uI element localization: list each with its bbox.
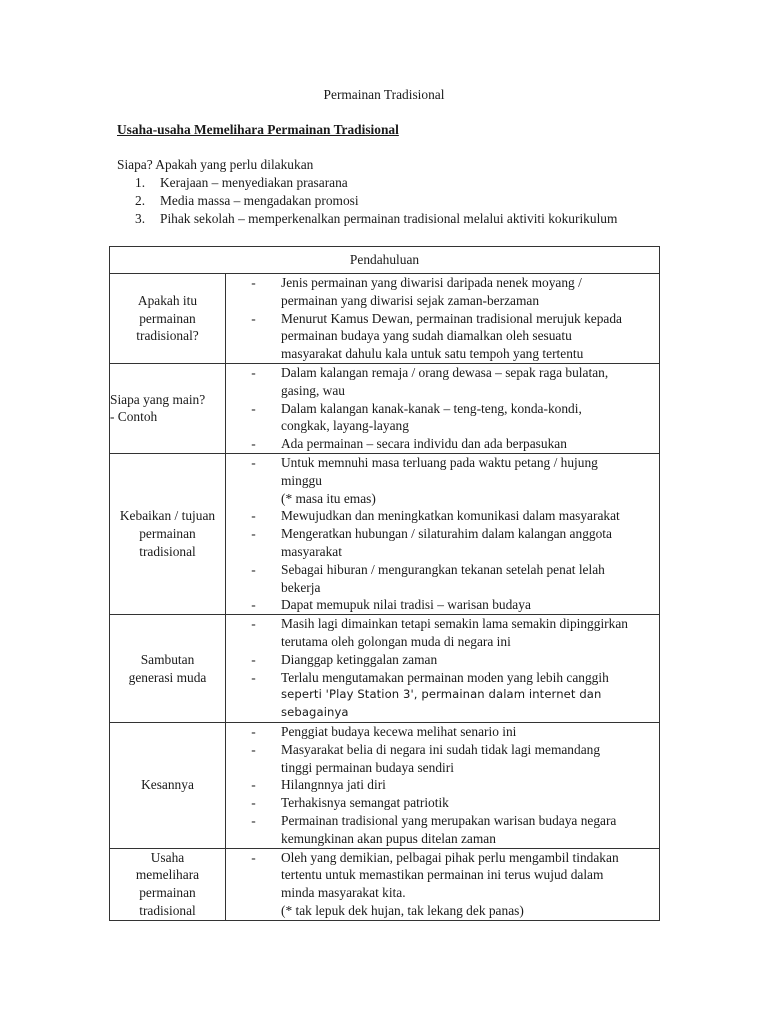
- list-number: 3.: [135, 210, 146, 226]
- bullet-item: [226, 849, 659, 920]
- intro-list-item: [135, 174, 617, 192]
- row-label: [110, 848, 226, 920]
- list-text: Pihak sekolah – memperkenalkan permainan tradisional melalui aktiviti kokurikulum: [160, 210, 618, 226]
- bullet-line: congkak, layang-layang: [281, 418, 409, 434]
- bullet-item: [226, 561, 659, 597]
- bullet-line: tertentu untuk memastikan permainan ini terus wujud dalam: [281, 867, 604, 883]
- bullet-item: [226, 525, 659, 561]
- row-label: [110, 722, 226, 848]
- bullet-line: Dapat memupuk nilai tradisi – warisan budaya: [281, 597, 531, 613]
- bullet-line: permainan budaya yang sudah diamalkan oleh sesuatu: [281, 328, 572, 344]
- label-line: - Contoh: [110, 409, 158, 425]
- label-line: Sambutan: [140, 651, 195, 667]
- label-line: permainan: [139, 526, 196, 542]
- bullet-line: Masih lagi dimainkan tetapi semakin lama semakin dipinggirkan: [281, 616, 628, 632]
- dash-marker: -: [251, 400, 256, 416]
- bullet-line: Hilangnnya jati diri: [281, 777, 386, 793]
- dash-marker: -: [251, 526, 256, 542]
- bullet-list: [226, 615, 659, 722]
- bullet-line: Masyarakat belia di negara ini sudah tidak lagi memandang: [281, 741, 601, 757]
- label-line: Apakah itu: [137, 292, 198, 308]
- bullet-line: (* tak lepuk dek hujan, tak lekang dek panas): [281, 902, 524, 918]
- list-text: Kerajaan – menyediakan prasarana: [160, 175, 348, 190]
- bullet-line: (* masa itu emas): [281, 490, 376, 506]
- bullet-line: Terlalu mengutamakan permainan moden yang lebih canggih: [281, 669, 609, 685]
- dash-marker: -: [251, 597, 256, 613]
- row-content: [226, 722, 660, 848]
- table-row: [110, 848, 660, 920]
- table-header: Pendahuluan: [110, 247, 660, 274]
- bullet-item: [226, 794, 659, 812]
- row-label: [110, 615, 226, 723]
- intro-list: [135, 174, 617, 227]
- row-content: [226, 274, 660, 364]
- table-row: [110, 363, 660, 453]
- list-number: 1.: [135, 175, 146, 190]
- label-line: Siapa yang main?: [110, 391, 206, 407]
- label-line: Kesannya: [141, 777, 194, 793]
- bullet-line: permainan yang diwarisi sejak zaman-berzaman: [281, 292, 540, 308]
- bullet-item: [226, 400, 659, 436]
- intro-question: Siapa? Apakah yang perlu dilakukan: [117, 157, 314, 172]
- label-line: Kebaikan / tujuan: [119, 508, 216, 524]
- bullet-item: [226, 596, 659, 614]
- bullet-line: Oleh yang demikian, pelbagai pihak perlu mengambil tindakan: [281, 849, 619, 865]
- table-header-row: [110, 247, 660, 274]
- label-line: permainan: [139, 310, 196, 326]
- bullet-line: minda masyarakat kita.: [281, 885, 406, 901]
- bullet-line: tinggi permainan budaya sendiri: [281, 759, 454, 775]
- row-content: [226, 363, 660, 453]
- label-line: memelihara: [135, 867, 200, 883]
- bullet-item: [226, 435, 659, 453]
- bullet-line: masyarakat: [281, 543, 342, 559]
- bullet-item: [226, 310, 659, 363]
- dash-marker: -: [251, 795, 256, 811]
- row-label: [110, 274, 226, 364]
- dash-marker: -: [251, 310, 256, 326]
- pendahuluan-table: [109, 246, 660, 921]
- dash-marker: -: [251, 669, 256, 685]
- label-line: generasi muda: [128, 669, 207, 685]
- bullet-item: [226, 776, 659, 794]
- dash-marker: -: [251, 508, 256, 524]
- bullet-line: Menurut Kamus Dewan, permainan tradisional merujuk kepada: [281, 310, 622, 326]
- bullet-list: [226, 454, 659, 614]
- label-line: tradisional?: [136, 328, 199, 344]
- bullet-line: Mengeratkan hubungan / silaturahim dalam kalangan anggota: [281, 526, 612, 542]
- dash-marker: -: [251, 436, 256, 452]
- table-row: [110, 722, 660, 848]
- bullet-list: [226, 274, 659, 363]
- dash-marker: -: [251, 849, 256, 865]
- bullet-line: Dalam kalangan remaja / orang dewasa – sepak raga bulatan,: [281, 364, 609, 380]
- list-number: 2.: [135, 192, 146, 208]
- bullet-item: [226, 364, 659, 400]
- label-line: Usaha: [150, 849, 185, 865]
- table-row: [110, 615, 660, 723]
- label-line: tradisional: [139, 543, 196, 559]
- dash-marker: -: [251, 777, 256, 793]
- document-title: Permainan Tradisional: [323, 87, 445, 102]
- dash-marker: -: [251, 616, 256, 632]
- bullet-line-handwritten: seperti 'Play Station 3', permainan dalam internet dan sebagainya: [281, 687, 602, 720]
- bullet-line: bekerja: [281, 579, 321, 595]
- row-label: [110, 453, 226, 614]
- bullet-line: Jenis permainan yang diwarisi daripada nenek moyang /: [281, 275, 582, 290]
- bullet-item: [226, 274, 659, 310]
- bullet-item: [226, 454, 659, 507]
- section-heading: Usaha-usaha Memelihara Permainan Tradisional: [117, 122, 399, 137]
- dash-marker: -: [251, 454, 256, 470]
- dash-marker: -: [251, 651, 256, 667]
- bullet-item: [226, 507, 659, 525]
- bullet-line: gasing, wau: [281, 382, 345, 398]
- intro-list-item: [135, 210, 617, 228]
- bullet-line: Mewujudkan dan meningkatkan komunikasi dalam masyarakat: [281, 508, 620, 524]
- bullet-item: [226, 741, 659, 777]
- label-line: tradisional: [139, 902, 196, 918]
- bullet-line: Untuk memnuhi masa terluang pada waktu petang / hujung: [281, 454, 598, 470]
- dash-marker: -: [251, 723, 256, 739]
- bullet-line: terutama oleh golongan muda di negara ini: [281, 633, 511, 649]
- list-text: Media massa – mengadakan promosi: [160, 192, 359, 208]
- bullet-line: Permainan tradisional yang merupakan warisan budaya negara: [281, 812, 617, 828]
- bullet-list: [226, 723, 659, 848]
- bullet-line: minggu: [281, 472, 322, 488]
- table-row: [110, 453, 660, 614]
- row-content: [226, 848, 660, 920]
- bullet-item: [226, 651, 659, 669]
- intro-list-item: [135, 192, 617, 210]
- bullet-list: [226, 849, 659, 920]
- bullet-line: masyarakat dahulu kala untuk satu tempoh yang tertentu: [281, 346, 584, 362]
- bullet-line: Dianggap ketinggalan zaman: [281, 651, 438, 667]
- bullet-list: [226, 364, 659, 453]
- bullet-line: Sebagai hiburan / mengurangkan tekanan setelah penat lelah: [281, 561, 605, 577]
- bullet-line: kemungkinan akan pupus ditelan zaman: [281, 830, 496, 846]
- bullet-line: Penggiat budaya kecewa melihat senario ini: [281, 723, 517, 739]
- dash-marker: -: [251, 812, 256, 828]
- label-line: permainan: [139, 885, 196, 901]
- bullet-item: [226, 723, 659, 741]
- bullet-line: Dalam kalangan kanak-kanak – teng-teng, konda-kondi,: [281, 400, 582, 416]
- dash-marker: -: [251, 561, 256, 577]
- row-label: [110, 363, 226, 453]
- bullet-line: Terhakisnya semangat patriotik: [281, 795, 449, 811]
- bullet-line: Ada permainan – secara individu dan ada berpasukan: [281, 436, 567, 452]
- bullet-item: [226, 669, 659, 722]
- dash-marker: -: [251, 364, 256, 380]
- dash-marker: -: [251, 741, 256, 757]
- bullet-item: [226, 615, 659, 651]
- row-content: [226, 453, 660, 614]
- row-content: [226, 615, 660, 723]
- table-row: [110, 274, 660, 364]
- dash-marker: -: [251, 275, 256, 290]
- bullet-item: [226, 812, 659, 848]
